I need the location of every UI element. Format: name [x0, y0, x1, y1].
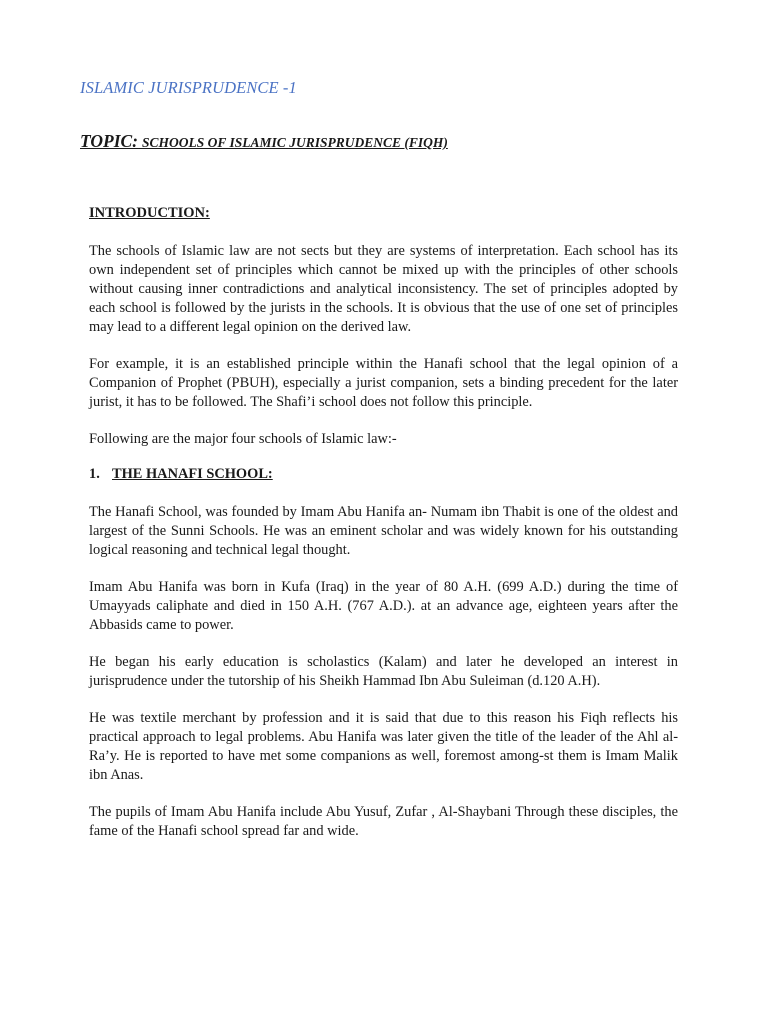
topic-heading [80, 131, 448, 152]
introduction-heading: INTRODUCTION: [89, 205, 210, 221]
document-title: ISLAMIC JURISPRUDENCE -1 [80, 78, 297, 97]
topic-label: TOPIC: [80, 131, 139, 151]
intro-paragraph: The schools of Islamic law are not sects but they are systems of interpretation. Each school has its own independent set of principles which cannot be mixed up with the principles of other schools without causing inner contradictions and analytical inconsistency. The set of principles adopted by each school is followed by the jurists in the schools. It is obvious that the use of one set of principles may lead to a different legal opinion on the derived law. [89, 243, 678, 335]
example-paragraph: For example, it is an established principle within the Hanafi school that the legal opinion of a Companion of Prophet (PBUH), especially a jurist companion, sets a binding precedent for the later jurist, it has to be followed. The Shafi’i school does not follow this principle. [89, 356, 678, 410]
topic-text: SCHOOLS OF ISLAMIC JURISPRUDENCE (FIQH) [142, 135, 448, 150]
section-number: 1. [89, 466, 100, 482]
hanafi-paragraph-profession: He was textile merchant by profession and it is said that due to this reason his Fiqh reflects his practical approach to legal problems. Abu Hanifa was later given the title of the leader of the Ahl al-Ra’y. He is reported to have met some companions as well, foremost among-st them is Imam Malik ibn Anas. [89, 710, 678, 783]
hanafi-paragraph-education: He began his early education is scholastics (Kalam) and later he developed an interest in jurisprudence under the tutorship of his Sheikh Hammad Ibn Abu Suleiman (d.120 A.H). [89, 654, 678, 689]
section-heading-hanafi [89, 466, 273, 483]
hanafi-paragraph-pupils: The pupils of Imam Abu Hanifa include Abu Yusuf, Zufar , Al-Shaybani Through these disciples, the fame of the Hanafi school spread far and wide. [89, 804, 678, 839]
schools-list-intro: Following are the major four schools of Islamic law:- [89, 431, 397, 447]
hanafi-paragraph-birth: Imam Abu Hanifa was born in Kufa (Iraq) in the year of 80 A.H. (699 A.D.) during the time of Umayyads caliphate and died in 150 A.H. (767 A.D.). at an advance age, eighteen years after the Abbasids came to power. [89, 579, 678, 633]
section-title: THE HANAFI SCHOOL: [112, 466, 273, 482]
hanafi-paragraph-founder: The Hanafi School, was founded by Imam Abu Hanifa an- Numam ibn Thabit is one of the oldest and largest of the Sunni Schools. He was an eminent scholar and was widely known for his outstanding logical reasoning and technical legal thought. [89, 504, 678, 558]
